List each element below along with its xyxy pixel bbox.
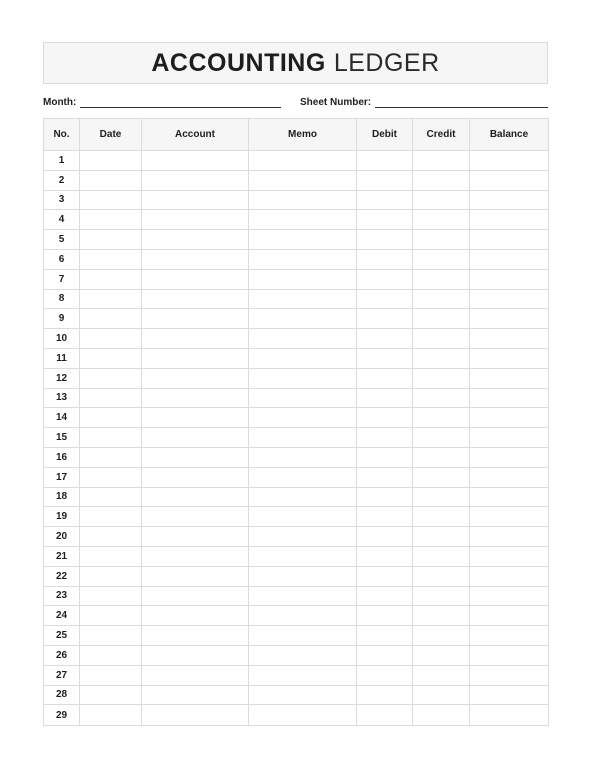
debit-cell[interactable]: [357, 645, 413, 665]
credit-cell[interactable]: [413, 467, 470, 487]
account-cell[interactable]: [142, 309, 249, 329]
row-number: 22: [44, 566, 80, 586]
memo-cell[interactable]: [249, 546, 357, 566]
table-row: [44, 586, 549, 606]
row-number: 28: [44, 685, 80, 705]
balance-cell[interactable]: [470, 645, 549, 665]
memo-cell[interactable]: [249, 447, 357, 467]
account-cell[interactable]: [142, 705, 249, 726]
table-row: [44, 606, 549, 626]
debit-cell[interactable]: [357, 329, 413, 349]
credit-cell[interactable]: [413, 210, 470, 230]
debit-cell[interactable]: [357, 626, 413, 646]
table-row: [44, 368, 549, 388]
memo-cell[interactable]: [249, 645, 357, 665]
credit-cell[interactable]: [413, 586, 470, 606]
account-cell[interactable]: [142, 566, 249, 586]
row-number: 13: [44, 388, 80, 408]
sheet-number-input-line[interactable]: [375, 95, 548, 108]
balance-cell[interactable]: [470, 586, 549, 606]
credit-cell[interactable]: [413, 190, 470, 210]
date-cell[interactable]: [80, 170, 142, 190]
table-row: [44, 348, 549, 368]
row-number: 19: [44, 507, 80, 527]
credit-cell[interactable]: [413, 329, 470, 349]
row-number: 8: [44, 289, 80, 309]
credit-cell[interactable]: [413, 487, 470, 507]
account-cell[interactable]: [142, 289, 249, 309]
row-number: 29: [44, 705, 80, 726]
header-credit: Credit: [413, 119, 470, 151]
balance-cell[interactable]: [470, 467, 549, 487]
table-row: [44, 645, 549, 665]
table-row: [44, 527, 549, 547]
memo-cell[interactable]: [249, 289, 357, 309]
date-cell[interactable]: [80, 269, 142, 289]
row-number: 16: [44, 447, 80, 467]
balance-cell[interactable]: [470, 348, 549, 368]
balance-cell[interactable]: [470, 487, 549, 507]
date-cell[interactable]: [80, 645, 142, 665]
memo-cell[interactable]: [249, 507, 357, 527]
table-row: [44, 309, 549, 329]
account-cell[interactable]: [142, 170, 249, 190]
date-cell[interactable]: [80, 705, 142, 726]
credit-cell[interactable]: [413, 705, 470, 726]
credit-cell[interactable]: [413, 408, 470, 428]
sheet-number-field[interactable]: [300, 94, 548, 108]
credit-cell[interactable]: [413, 566, 470, 586]
memo-cell[interactable]: [249, 269, 357, 289]
header-date: Date: [80, 119, 142, 151]
table-row: [44, 269, 549, 289]
credit-cell[interactable]: [413, 230, 470, 250]
account-cell[interactable]: [142, 586, 249, 606]
row-number: 4: [44, 210, 80, 230]
balance-cell[interactable]: [470, 309, 549, 329]
credit-cell[interactable]: [413, 249, 470, 269]
date-cell[interactable]: [80, 289, 142, 309]
credit-cell[interactable]: [413, 447, 470, 467]
row-number: 20: [44, 527, 80, 547]
table-row: [44, 329, 549, 349]
balance-cell[interactable]: [470, 230, 549, 250]
table-row: [44, 388, 549, 408]
balance-cell[interactable]: [470, 190, 549, 210]
header-memo: Memo: [249, 119, 357, 151]
account-cell[interactable]: [142, 388, 249, 408]
account-cell[interactable]: [142, 348, 249, 368]
debit-cell[interactable]: [357, 368, 413, 388]
debit-cell[interactable]: [357, 487, 413, 507]
balance-cell[interactable]: [470, 566, 549, 586]
date-cell[interactable]: [80, 447, 142, 467]
memo-cell[interactable]: [249, 348, 357, 368]
memo-cell[interactable]: [249, 606, 357, 626]
month-label: Month:: [43, 97, 77, 108]
debit-cell[interactable]: [357, 408, 413, 428]
memo-cell[interactable]: [249, 309, 357, 329]
date-cell[interactable]: [80, 566, 142, 586]
memo-cell[interactable]: [249, 665, 357, 685]
row-number: 12: [44, 368, 80, 388]
row-number: 15: [44, 428, 80, 448]
row-number: 24: [44, 606, 80, 626]
table-row: [44, 685, 549, 705]
debit-cell[interactable]: [357, 428, 413, 448]
credit-cell[interactable]: [413, 348, 470, 368]
memo-cell[interactable]: [249, 527, 357, 547]
header-no: No.: [44, 119, 80, 151]
account-cell[interactable]: [142, 190, 249, 210]
month-input-line[interactable]: [80, 95, 281, 108]
row-number: 25: [44, 626, 80, 646]
row-number: 27: [44, 665, 80, 685]
credit-cell[interactable]: [413, 289, 470, 309]
date-cell[interactable]: [80, 408, 142, 428]
sheet-number-label: Sheet Number:: [300, 97, 372, 108]
debit-cell[interactable]: [357, 151, 413, 171]
debit-cell[interactable]: [357, 249, 413, 269]
row-number: 5: [44, 230, 80, 250]
credit-cell[interactable]: [413, 665, 470, 685]
row-number: 23: [44, 586, 80, 606]
credit-cell[interactable]: [413, 309, 470, 329]
credit-cell[interactable]: [413, 606, 470, 626]
table-row: [44, 408, 549, 428]
month-field[interactable]: [43, 94, 281, 108]
debit-cell[interactable]: [357, 447, 413, 467]
table-row: [44, 210, 549, 230]
balance-cell[interactable]: [470, 388, 549, 408]
table-row: [44, 151, 549, 171]
memo-cell[interactable]: [249, 685, 357, 705]
table-row: [44, 230, 549, 250]
balance-cell[interactable]: [470, 151, 549, 171]
date-cell[interactable]: [80, 665, 142, 685]
account-cell[interactable]: [142, 685, 249, 705]
credit-cell[interactable]: [413, 170, 470, 190]
row-number: 17: [44, 467, 80, 487]
memo-cell[interactable]: [249, 705, 357, 726]
memo-cell[interactable]: [249, 368, 357, 388]
credit-cell[interactable]: [413, 645, 470, 665]
memo-cell[interactable]: [249, 408, 357, 428]
row-number: 10: [44, 329, 80, 349]
memo-cell[interactable]: [249, 428, 357, 448]
date-cell[interactable]: [80, 348, 142, 368]
account-cell[interactable]: [142, 269, 249, 289]
debit-cell[interactable]: [357, 606, 413, 626]
balance-cell[interactable]: [470, 507, 549, 527]
table-row: [44, 428, 549, 448]
balance-cell[interactable]: [470, 329, 549, 349]
balance-cell[interactable]: [470, 170, 549, 190]
date-cell[interactable]: [80, 467, 142, 487]
debit-cell[interactable]: [357, 309, 413, 329]
date-cell[interactable]: [80, 626, 142, 646]
debit-cell[interactable]: [357, 467, 413, 487]
debit-cell[interactable]: [357, 269, 413, 289]
balance-cell[interactable]: [470, 210, 549, 230]
date-cell[interactable]: [80, 546, 142, 566]
memo-cell[interactable]: [249, 566, 357, 586]
debit-cell[interactable]: [357, 665, 413, 685]
memo-cell[interactable]: [249, 487, 357, 507]
table-row: [44, 487, 549, 507]
balance-cell[interactable]: [470, 546, 549, 566]
account-cell[interactable]: [142, 606, 249, 626]
header-row: [44, 119, 549, 151]
credit-cell[interactable]: [413, 527, 470, 547]
date-cell[interactable]: [80, 606, 142, 626]
date-cell[interactable]: [80, 388, 142, 408]
table-row: [44, 566, 549, 586]
account-cell[interactable]: [142, 626, 249, 646]
account-cell[interactable]: [142, 527, 249, 547]
credit-cell[interactable]: [413, 428, 470, 448]
row-number: 3: [44, 190, 80, 210]
table-row: [44, 705, 549, 726]
balance-cell[interactable]: [470, 606, 549, 626]
table-row: [44, 289, 549, 309]
table-row: [44, 467, 549, 487]
date-cell[interactable]: [80, 586, 142, 606]
date-cell[interactable]: [80, 527, 142, 547]
balance-cell[interactable]: [470, 428, 549, 448]
memo-cell[interactable]: [249, 626, 357, 646]
account-cell[interactable]: [142, 249, 249, 269]
credit-cell[interactable]: [413, 626, 470, 646]
memo-cell[interactable]: [249, 210, 357, 230]
account-cell[interactable]: [142, 230, 249, 250]
ledger-title: [43, 42, 548, 84]
date-cell[interactable]: [80, 685, 142, 705]
table-row: [44, 249, 549, 269]
account-cell[interactable]: [142, 428, 249, 448]
account-cell[interactable]: [142, 546, 249, 566]
account-cell[interactable]: [142, 467, 249, 487]
row-number: 21: [44, 546, 80, 566]
memo-cell[interactable]: [249, 329, 357, 349]
date-cell[interactable]: [80, 190, 142, 210]
memo-cell[interactable]: [249, 249, 357, 269]
header-balance: Balance: [470, 119, 549, 151]
row-number: 9: [44, 309, 80, 329]
memo-cell[interactable]: [249, 230, 357, 250]
table-row: [44, 546, 549, 566]
debit-cell[interactable]: [357, 527, 413, 547]
date-cell[interactable]: [80, 210, 142, 230]
ledger-table: [43, 118, 549, 726]
memo-cell[interactable]: [249, 467, 357, 487]
debit-cell[interactable]: [357, 210, 413, 230]
credit-cell[interactable]: [413, 388, 470, 408]
date-cell[interactable]: [80, 329, 142, 349]
debit-cell[interactable]: [357, 685, 413, 705]
balance-cell[interactable]: [470, 527, 549, 547]
balance-cell[interactable]: [470, 626, 549, 646]
debit-cell[interactable]: [357, 190, 413, 210]
date-cell[interactable]: [80, 487, 142, 507]
credit-cell[interactable]: [413, 507, 470, 527]
row-number: 2: [44, 170, 80, 190]
account-cell[interactable]: [142, 151, 249, 171]
debit-cell[interactable]: [357, 705, 413, 726]
balance-cell[interactable]: [470, 685, 549, 705]
row-number: 11: [44, 348, 80, 368]
table-row: [44, 170, 549, 190]
row-number: 1: [44, 151, 80, 171]
memo-cell[interactable]: [249, 170, 357, 190]
debit-cell[interactable]: [357, 507, 413, 527]
debit-cell[interactable]: [357, 289, 413, 309]
memo-cell[interactable]: [249, 151, 357, 171]
balance-cell[interactable]: [470, 289, 549, 309]
balance-cell[interactable]: [470, 249, 549, 269]
date-cell[interactable]: [80, 230, 142, 250]
debit-cell[interactable]: [357, 348, 413, 368]
account-cell[interactable]: [142, 210, 249, 230]
credit-cell[interactable]: [413, 546, 470, 566]
account-cell[interactable]: [142, 665, 249, 685]
header-debit: Debit: [357, 119, 413, 151]
date-cell[interactable]: [80, 309, 142, 329]
account-cell[interactable]: [142, 408, 249, 428]
table-row: [44, 665, 549, 685]
debit-cell[interactable]: [357, 170, 413, 190]
memo-cell[interactable]: [249, 388, 357, 408]
row-number: 26: [44, 645, 80, 665]
account-cell[interactable]: [142, 487, 249, 507]
table-row: [44, 190, 549, 210]
header-account: Account: [142, 119, 249, 151]
debit-cell[interactable]: [357, 388, 413, 408]
balance-cell[interactable]: [470, 269, 549, 289]
balance-cell[interactable]: [470, 408, 549, 428]
date-cell[interactable]: [80, 368, 142, 388]
debit-cell[interactable]: [357, 230, 413, 250]
credit-cell[interactable]: [413, 151, 470, 171]
title-bold-text: ACCOUNTING: [151, 48, 326, 77]
ledger-body: [44, 151, 549, 726]
debit-cell[interactable]: [357, 566, 413, 586]
table-row: [44, 447, 549, 467]
date-cell[interactable]: [80, 151, 142, 171]
row-number: 7: [44, 269, 80, 289]
account-cell[interactable]: [142, 368, 249, 388]
row-number: 18: [44, 487, 80, 507]
account-cell[interactable]: [142, 447, 249, 467]
date-cell[interactable]: [80, 507, 142, 527]
credit-cell[interactable]: [413, 685, 470, 705]
debit-cell[interactable]: [357, 546, 413, 566]
balance-cell[interactable]: [470, 447, 549, 467]
account-cell[interactable]: [142, 329, 249, 349]
table-row: [44, 507, 549, 527]
debit-cell[interactable]: [357, 586, 413, 606]
table-row: [44, 626, 549, 646]
date-cell[interactable]: [80, 249, 142, 269]
credit-cell[interactable]: [413, 269, 470, 289]
balance-cell[interactable]: [470, 705, 549, 726]
credit-cell[interactable]: [413, 368, 470, 388]
row-number: 14: [44, 408, 80, 428]
row-number: 6: [44, 249, 80, 269]
account-cell[interactable]: [142, 645, 249, 665]
balance-cell[interactable]: [470, 368, 549, 388]
title-light-text: LEDGER: [333, 48, 440, 77]
date-cell[interactable]: [80, 428, 142, 448]
memo-cell[interactable]: [249, 190, 357, 210]
balance-cell[interactable]: [470, 665, 549, 685]
account-cell[interactable]: [142, 507, 249, 527]
memo-cell[interactable]: [249, 586, 357, 606]
